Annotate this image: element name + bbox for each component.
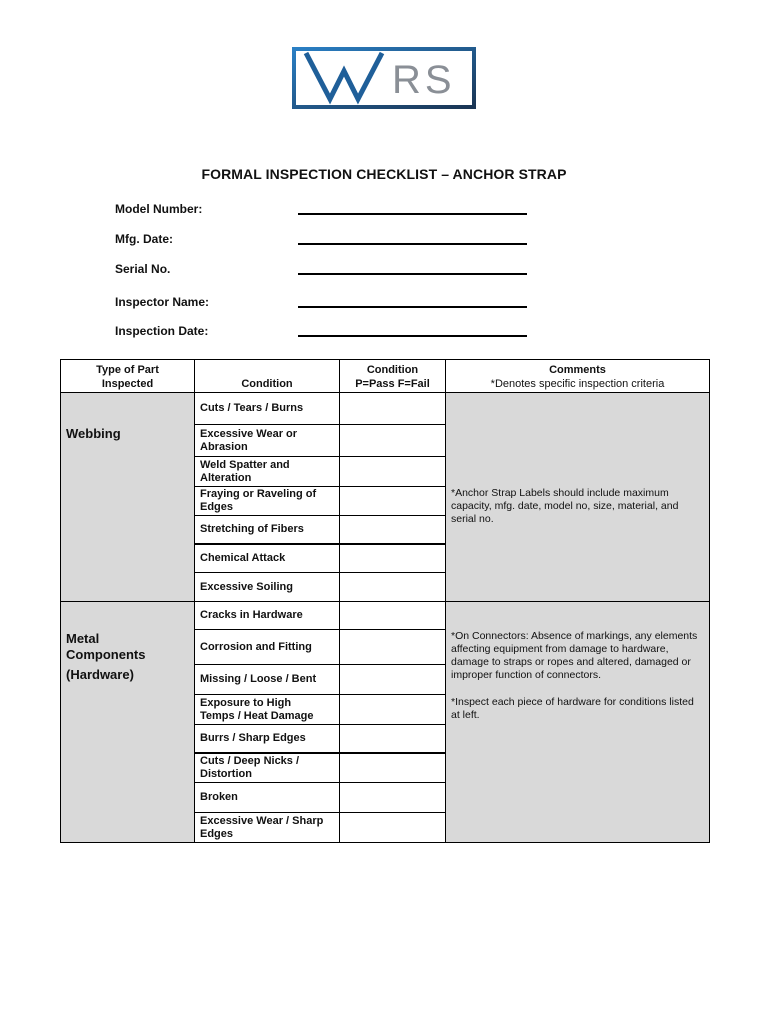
serial-no-line[interactable] [298,273,527,275]
comments-webbing: *Anchor Strap Labels should include maximum capacity, mfg. date, model no, size, material, and serial no. [446,393,710,602]
pass-fail-cell[interactable] [340,602,446,630]
inspection-date-label: Inspection Date: [115,324,209,338]
pass-fail-cell[interactable] [340,783,446,813]
condition-cell: Cuts / Deep Nicks / Distortion [195,753,340,783]
condition-cell: Stretching of Fibers [195,516,340,544]
pass-fail-cell[interactable] [340,425,446,457]
header-pass-fail: Condition P=Pass F=Fail [340,360,446,393]
inspection-table [60,359,710,843]
comments-metal-components: *On Connectors: Absence of markings, any elements affecting equipment from damage to hardware, damage to straps or ropes and altered, damaged or improper function of connectors. *Inspect each piece of hardware for conditions listed at left. [446,602,710,843]
header-condition: Condition [195,360,340,393]
pass-fail-cell[interactable] [340,393,446,425]
inspector-name-line[interactable] [298,306,527,308]
condition-cell: Exposure to High Temps / Heat Damage [195,695,340,725]
pass-fail-cell[interactable] [340,573,446,602]
model-number-label: Model Number: [115,202,203,216]
condition-cell: Fraying or Raveling of Edges [195,487,340,516]
pass-fail-cell[interactable] [340,753,446,783]
document-title: FORMAL INSPECTION CHECKLIST – ANCHOR STRAP [201,166,567,182]
part-metal-components: Metal Components (Hardware) [61,602,195,843]
model-number-line[interactable] [298,213,527,215]
pass-fail-cell[interactable] [340,630,446,665]
mfg-date-label: Mfg. Date: [115,232,173,246]
inspection-date-line[interactable] [298,335,527,337]
condition-cell: Excessive Wear or Abrasion [195,425,340,457]
condition-cell: Corrosion and Fitting [195,630,340,665]
header-part-type: Type of Part Inspected [61,360,195,393]
condition-cell: Missing / Loose / Bent [195,665,340,695]
serial-no-label: Serial No. [115,262,171,276]
condition-cell: Cracks in Hardware [195,602,340,630]
condition-cell: Chemical Attack [195,544,340,573]
table-row [61,393,710,425]
table-row [61,602,710,630]
pass-fail-cell[interactable] [340,487,446,516]
condition-cell: Burrs / Sharp Edges [195,725,340,753]
condition-cell: Excessive Wear / Sharp Edges [195,813,340,843]
pass-fail-cell[interactable] [340,544,446,573]
inspector-name-label: Inspector Name: [115,295,210,309]
pass-fail-cell[interactable] [340,516,446,544]
pass-fail-cell[interactable] [340,695,446,725]
table-header-row [61,360,710,393]
condition-cell: Broken [195,783,340,813]
condition-cell: Excessive Soiling [195,573,340,602]
condition-cell: Weld Spatter and Alteration [195,457,340,487]
condition-cell: Cuts / Tears / Burns [195,393,340,425]
part-webbing: Webbing [61,393,195,602]
header-comments: Comments *Denotes specific inspection criteria [446,360,710,393]
pass-fail-cell[interactable] [340,813,446,843]
mfg-date-line[interactable] [298,243,527,245]
svg-text:RS: RS [392,58,456,102]
pass-fail-cell[interactable] [340,457,446,487]
wrs-logo [292,45,476,109]
pass-fail-cell[interactable] [340,725,446,753]
pass-fail-cell[interactable] [340,665,446,695]
